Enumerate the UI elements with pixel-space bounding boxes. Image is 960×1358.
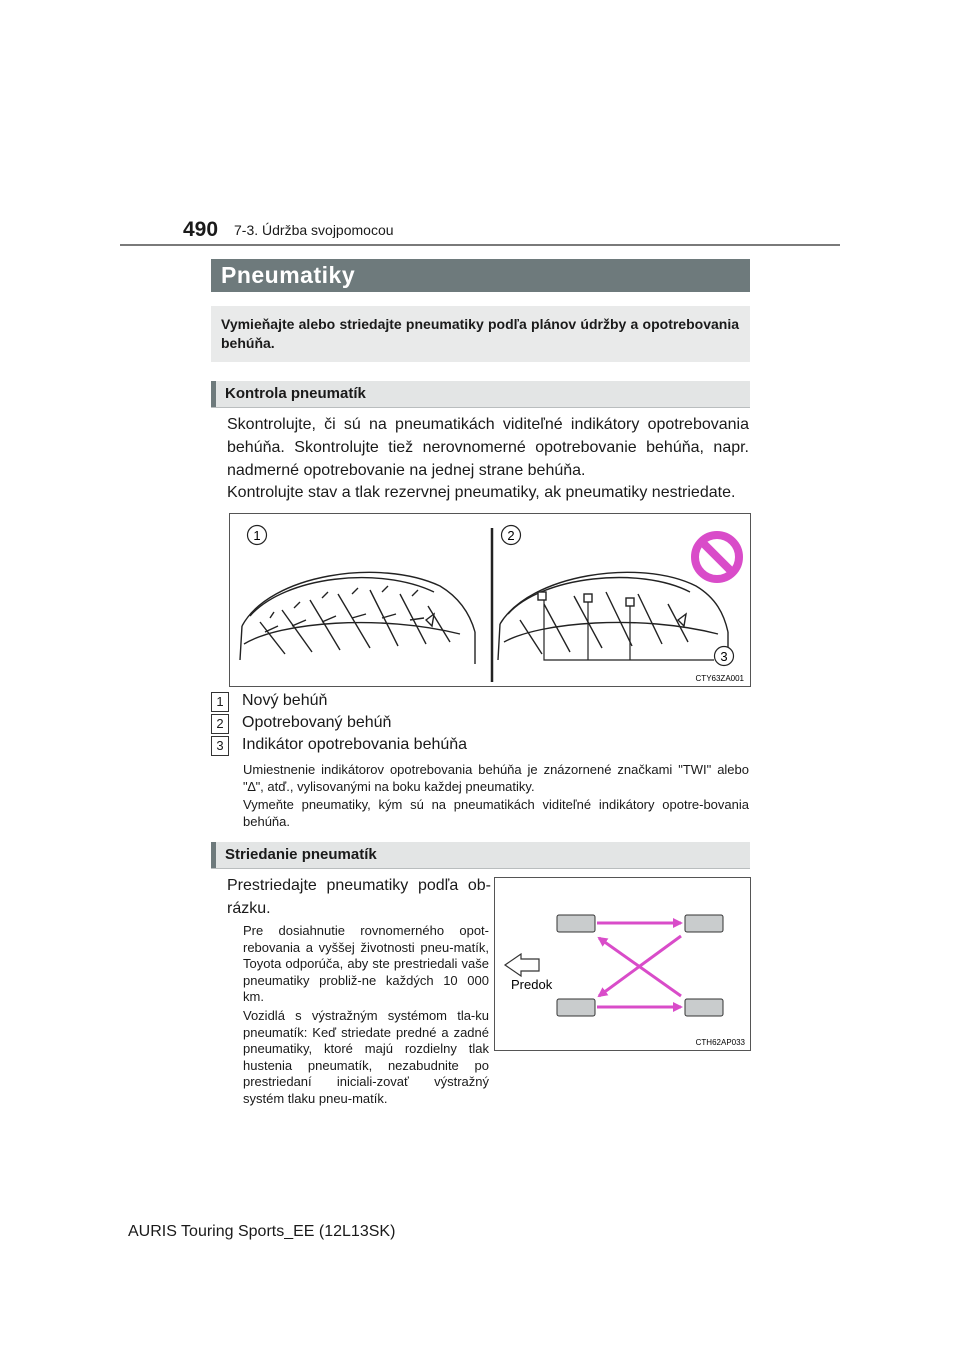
legend-text: Nový behúň [242,692,328,709]
check-heading: Kontrola pneumatík [225,385,366,402]
check-paragraph-1: Skontrolujte, či sú na pneumatikách viditeľné indikátory opotrebovania behúňa. Skontrolujte tiež nerovnomerné opotrebovanie behúňa, napr. nadmerné opotrebovanie na jednej strane behúňa. [227,416,749,479]
tire-rear-left [557,999,595,1016]
tire-front-left [557,915,595,932]
check-note-2: Vymeňte pneumatiky, kým sú na pneumatikách viditeľné indikátory opotre-bovania behúňa. [243,797,749,829]
section-reference: 7-3. Údržba svojpomocou [234,222,394,238]
legend-number: 1 [211,692,229,712]
figure-code: CTH62AP033 [695,1038,745,1047]
front-label: Predok [511,977,553,992]
label-3: 3 [720,649,728,664]
page-number: 490 [183,218,219,241]
rotation-paragraph: Prestriedajte pneumatiky podľa ob-rázku. [227,877,491,917]
rotation-heading: Striedanie pneumatík [225,846,377,863]
label-2: 2 [507,528,515,543]
tire-front-right [685,915,723,932]
tire-rotation-diagram [495,878,750,1050]
check-paragraph-2: Kontrolujte stav a tlak rezervnej pneumatiky, ak pneumatiky nestriedate. [227,484,736,501]
check-heading-bar [211,381,750,408]
page-title-bar [211,259,750,292]
figure-code: CTY63ZA001 [695,674,744,683]
legend-number: 2 [211,714,229,734]
tire-rotation-figure [494,877,751,1051]
new-tire-drawing [240,572,475,664]
tire-wear-illustration [230,514,750,686]
tire-wear-figure [229,513,751,687]
legend-text: Opotrebovaný behúň [242,714,392,731]
rotation-note-2: Vozidlá s výstražným systémom tla-ku pneumatík: Keď striedate predné a zadné pneumatiky, ktoré majú rozdielny tlak hustenia pneumatík, nezabudnite po prestriedaní iniciali-zovať výstražný systém tlaku pneu-matík. [243,1008,489,1106]
intro-box [211,306,750,362]
page-title: Pneumatiky [221,262,356,288]
legend-text: Indikátor opotrebovania behúňa [242,736,468,753]
heading-accent [211,381,216,407]
front-direction-icon [505,954,539,976]
check-note-1: Umiestnenie indikátorov opotrebovania behúňa je znázornené značkami "TWI" alebo "∆", atď., vylisovanými na boku každej pneumatiky. [243,762,749,794]
rotation-heading-bar [211,842,750,869]
no-entry-icon [695,535,739,579]
worn-tire-drawing [498,572,728,664]
footer-model: AURIS Touring Sports_EE (12L13SK) [128,1223,396,1240]
label-1: 1 [253,528,261,543]
intro-text: Vymieňajte alebo striedajte pneumatiky podľa plánov údržby a opotrebovania behúňa. [221,316,739,351]
legend-number: 3 [211,736,229,756]
rotation-note-1: Pre dosiahnutie rovnomerného opot-rebovania a vyššej životnosti pneu-matík, Toyota odporúča, aby ste prestriedali vaše pneumatiky probliž-ne každých 10 000 km. [243,923,489,1004]
heading-accent [211,842,216,868]
tire-rear-right [685,999,723,1016]
header-divider [120,244,840,246]
